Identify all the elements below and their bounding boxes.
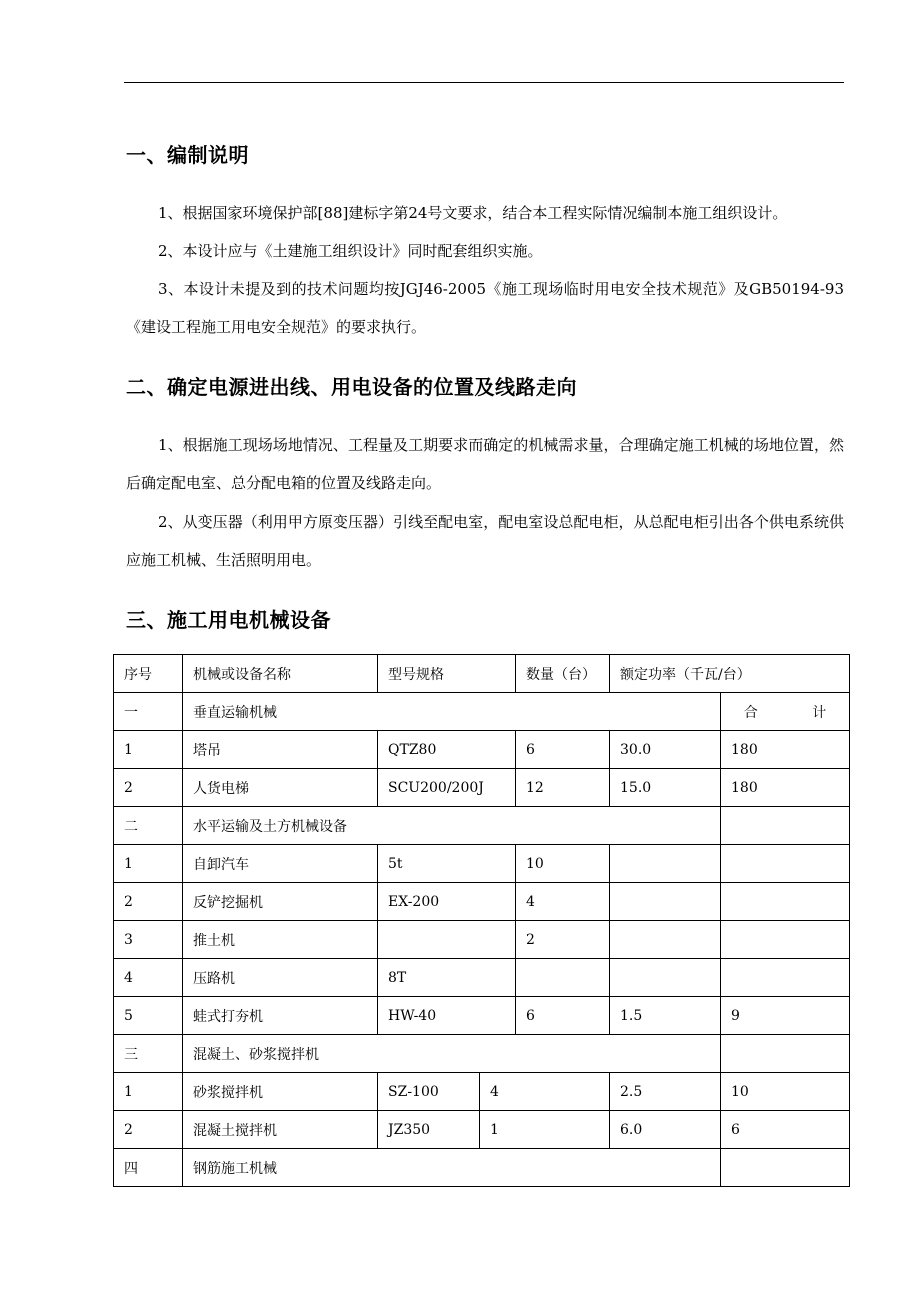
group-name: 混凝土、砂浆搅拌机	[183, 1035, 721, 1073]
cell-total: 180	[721, 731, 850, 769]
table-group-row	[114, 1149, 850, 1187]
cell-name: 蛙式打夯机	[183, 997, 378, 1035]
group-no: 二	[114, 807, 183, 845]
group-no: 一	[114, 693, 183, 731]
cell-model: JZ350	[378, 1111, 480, 1149]
header-name: 机械或设备名称	[183, 655, 378, 693]
cell-name: 砂浆搅拌机	[183, 1073, 378, 1111]
cell-total	[721, 883, 850, 921]
table-group-row	[114, 807, 850, 845]
cell-total: 10	[721, 1073, 850, 1111]
cell-name: 人货电梯	[183, 769, 378, 807]
table-group-row	[114, 693, 850, 731]
equipment-table	[113, 654, 850, 1187]
cell-no: 5	[114, 997, 183, 1035]
cell-qty: 2	[516, 921, 610, 959]
table-group-row	[114, 1035, 850, 1073]
cell-total	[721, 845, 850, 883]
cell-name: 压路机	[183, 959, 378, 997]
group-name: 垂直运输机械	[183, 693, 721, 731]
section-1-title: 一、编制说明	[126, 143, 249, 167]
cell-no: 3	[114, 921, 183, 959]
cell-name: 反铲挖掘机	[183, 883, 378, 921]
cell-no: 1	[114, 1073, 183, 1111]
cell-power	[610, 921, 721, 959]
cell-model: 8T	[378, 959, 516, 997]
total-header: 合 计	[721, 693, 850, 731]
cell-power: 2.5	[610, 1073, 721, 1111]
section-2-para-2: 2、从变压器（利用甲方原变压器）引线至配电室，配电室设总配电柜，从总配电柜引出各个供电系统供应施工机械、生活照明用电。	[126, 513, 844, 569]
section-3-title: 三、施工用电机械设备	[126, 608, 331, 632]
cell-name: 混凝土搅拌机	[183, 1111, 378, 1149]
group-name: 钢筋施工机械	[183, 1149, 721, 1187]
header-model: 型号规格	[378, 655, 516, 693]
group-total	[721, 1035, 850, 1073]
cell-power: 15.0	[610, 769, 721, 807]
cell-name: 推土机	[183, 921, 378, 959]
section-1-para-1: 1、根据国家环境保护部[88]建标字第24号文要求，结合本工程实际情况编制本施工组织设计。	[158, 204, 788, 222]
section-1-para-3: 3、本设计未提及到的技术问题均按JGJ46-2005《施工现场临时用电安全技术规范》及GB50194-93《建设工程施工用电安全规范》的要求执行。	[126, 280, 844, 336]
cell-qty: 1	[480, 1111, 610, 1149]
section-2-title: 二、确定电源进出线、用电设备的位置及线路走向	[126, 375, 577, 399]
cell-power: 30.0	[610, 731, 721, 769]
group-name: 水平运输及土方机械设备	[183, 807, 721, 845]
group-no: 三	[114, 1035, 183, 1073]
table-row	[114, 921, 850, 959]
cell-name: 自卸汽车	[183, 845, 378, 883]
group-no: 四	[114, 1149, 183, 1187]
cell-power	[610, 883, 721, 921]
table-row	[114, 1111, 850, 1149]
cell-no: 1	[114, 731, 183, 769]
cell-qty: 4	[516, 883, 610, 921]
header-power: 额定功率（千瓦/台）	[610, 655, 850, 693]
cell-model: HW-40	[378, 997, 516, 1035]
cell-model	[378, 921, 516, 959]
cell-qty: 12	[516, 769, 610, 807]
cell-qty	[516, 959, 610, 997]
cell-total	[721, 921, 850, 959]
section-2-para-1: 1、根据施工现场场地情况、工程量及工期要求而确定的机械需求量，合理确定施工机械的场地位置，然后确定配电室、总分配电箱的位置及线路走向。	[126, 436, 844, 492]
cell-total	[721, 959, 850, 997]
cell-qty: 10	[516, 845, 610, 883]
table-header-row	[114, 655, 850, 693]
table-row	[114, 883, 850, 921]
group-total	[721, 807, 850, 845]
cell-name: 塔吊	[183, 731, 378, 769]
table-row	[114, 959, 850, 997]
cell-total: 6	[721, 1111, 850, 1149]
table-row	[114, 731, 850, 769]
cell-total: 9	[721, 997, 850, 1035]
cell-model: 5t	[378, 845, 516, 883]
group-total	[721, 1149, 850, 1187]
cell-no: 2	[114, 883, 183, 921]
cell-qty: 4	[480, 1073, 610, 1111]
cell-model: SCU200/200J	[378, 769, 516, 807]
cell-total: 180	[721, 769, 850, 807]
header-rule	[124, 82, 844, 83]
table-row	[114, 769, 850, 807]
cell-no: 4	[114, 959, 183, 997]
table-row	[114, 1073, 850, 1111]
cell-no: 2	[114, 1111, 183, 1149]
cell-model: EX-200	[378, 883, 516, 921]
table-row	[114, 845, 850, 883]
cell-no: 2	[114, 769, 183, 807]
cell-power	[610, 959, 721, 997]
table-row	[114, 997, 850, 1035]
header-qty: 数量（台）	[516, 655, 610, 693]
cell-power: 6.0	[610, 1111, 721, 1149]
cell-no: 1	[114, 845, 183, 883]
cell-qty: 6	[516, 997, 610, 1035]
cell-model: QTZ80	[378, 731, 516, 769]
cell-qty: 6	[516, 731, 610, 769]
cell-power	[610, 845, 721, 883]
cell-model: SZ-100	[378, 1073, 480, 1111]
header-no: 序号	[114, 655, 183, 693]
section-1-para-2: 2、本设计应与《土建施工组织设计》同时配套组织实施。	[158, 242, 543, 260]
cell-power: 1.5	[610, 997, 721, 1035]
